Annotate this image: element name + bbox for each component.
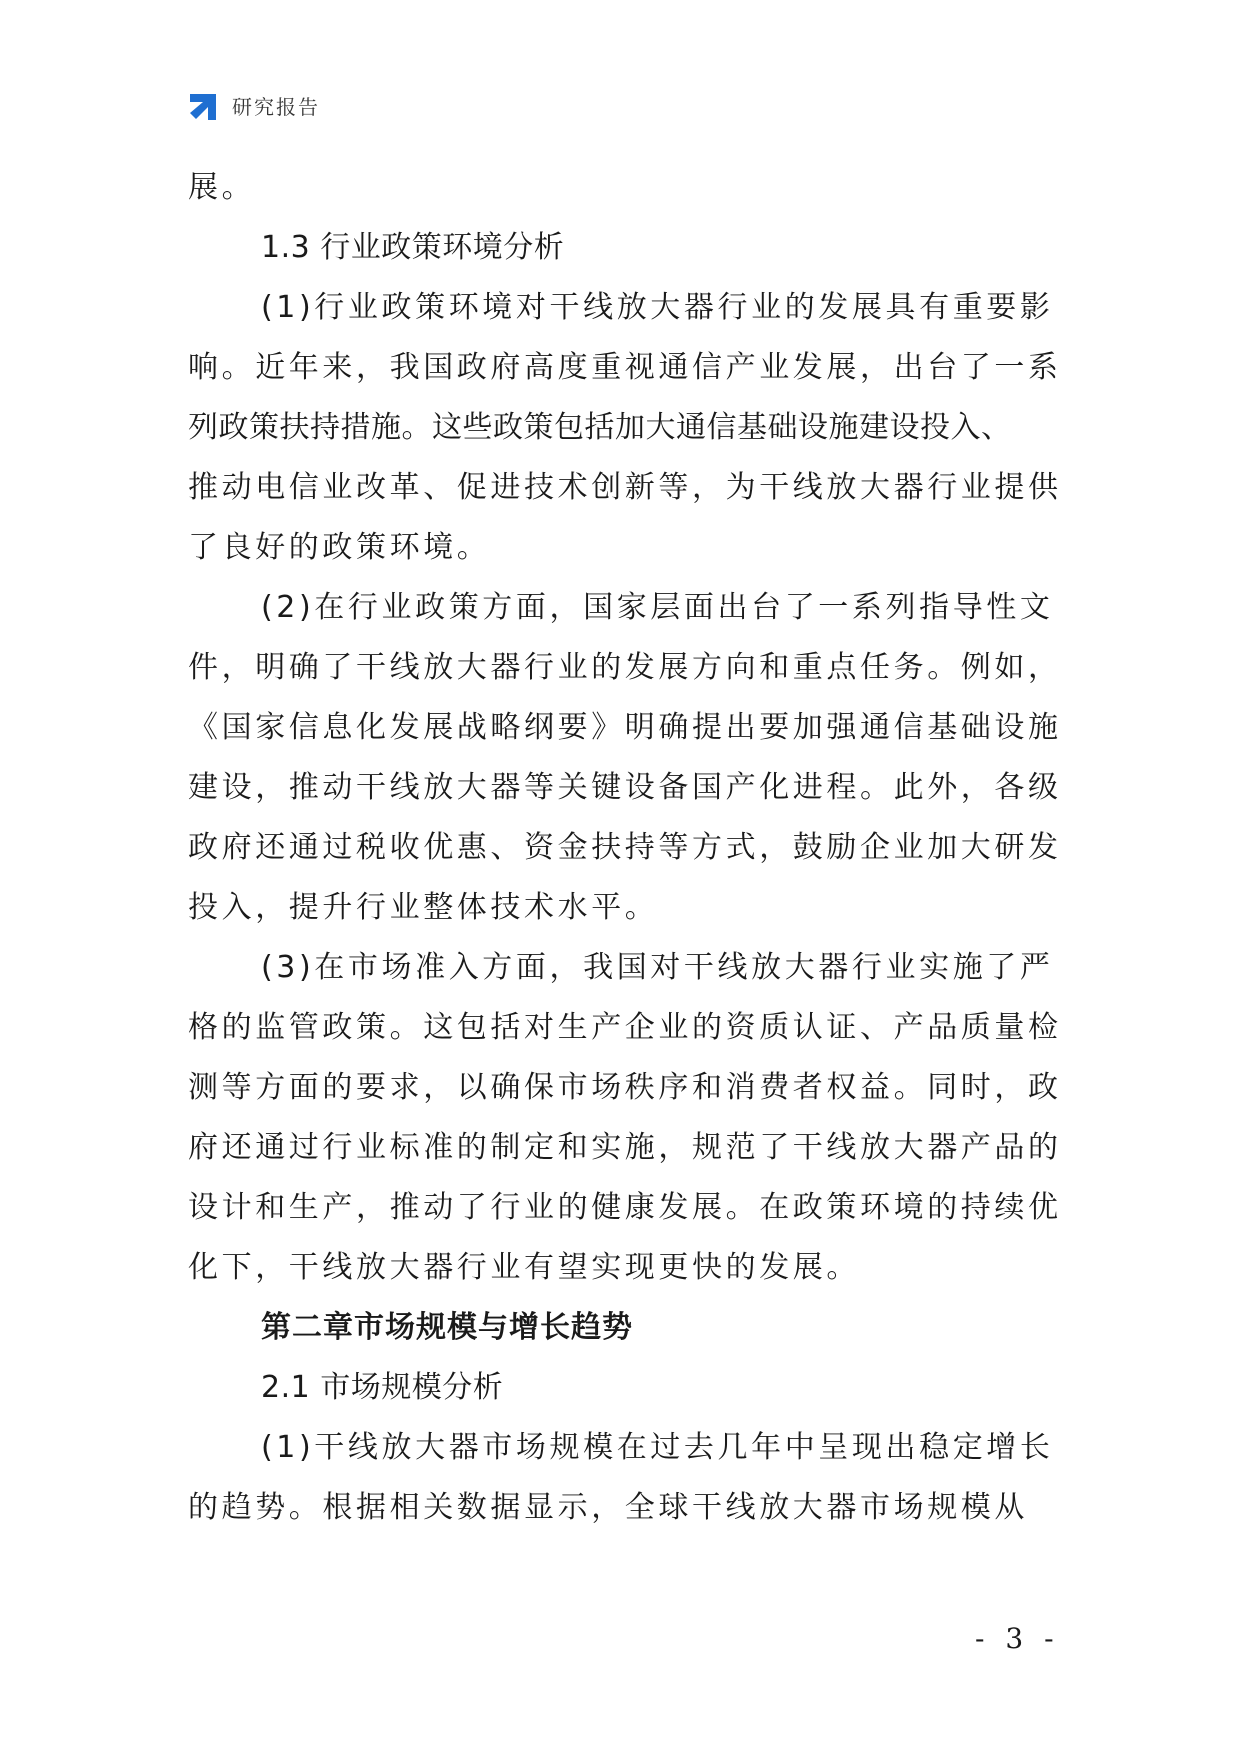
paragraph-line: 《国家信息化发展战略纲要》明确提出要加强通信基础设施 <box>188 710 1062 745</box>
page-number: - 3 - <box>975 1622 1060 1655</box>
paragraph-line: 投入，提升行业整体技术水平。 <box>188 890 659 925</box>
paragraph-line: 建设，推动干线放大器等关键设备国产化进程。此外，各级 <box>188 770 1062 805</box>
section-heading: 1.3 行业政策环境分析 <box>261 230 565 265</box>
report-header <box>188 88 320 122</box>
paragraph-line: 推动电信业改革、促进技术创新等，为干线放大器行业提供 <box>188 470 1062 505</box>
section-heading: 2.1 市场规模分析 <box>261 1370 504 1405</box>
paragraph-line: 了良好的政策环境。 <box>188 530 491 565</box>
paragraph-line: (1)干线放大器市场规模在过去几年中呈现出稳定增长 <box>261 1430 1054 1465</box>
paragraph-line: 化下，干线放大器行业有望实现更快的发展。 <box>188 1250 860 1285</box>
paragraph-line: (1)行业政策环境对干线放大器行业的发展具有重要影 <box>261 290 1054 325</box>
paragraph-line: 展。 <box>188 170 256 205</box>
paragraph-line: 府还通过行业标准的制定和实施，规范了干线放大器产品的 <box>188 1130 1062 1165</box>
paragraph-line: (3)在市场准入方面，我国对干线放大器行业实施了严 <box>261 950 1054 985</box>
paragraph-line: (2)在行业政策方面，国家层面出台了一系列指导性文 <box>261 590 1054 625</box>
paragraph-line: 件，明确了干线放大器行业的发展方向和重点任务。例如， <box>188 650 1062 685</box>
arrow-up-right-icon <box>188 88 222 122</box>
paragraph-line: 测等方面的要求，以确保市场秩序和消费者权益。同时，政 <box>188 1070 1062 1105</box>
report-label: 研究报告 <box>232 94 320 119</box>
document-body <box>188 158 1062 1538</box>
chapter-heading: 第二章市场规模与增长趋势 <box>261 1310 633 1345</box>
paragraph-line: 政府还通过税收优惠、资金扶持等方式，鼓励企业加大研发 <box>188 830 1062 865</box>
paragraph-line: 响。近年来，我国政府高度重视通信产业发展，出台了一系 <box>188 350 1062 385</box>
paragraph-line: 格的监管政策。这包括对生产企业的资质认证、产品质量检 <box>188 1010 1062 1045</box>
paragraph-line: 列政策扶持措施。这些政策包括加大通信基础设施建设投入、 <box>188 410 1012 445</box>
paragraph-line: 设计和生产，推动了行业的健康发展。在政策环境的持续优 <box>188 1190 1062 1225</box>
paragraph-line: 的趋势。根据相关数据显示，全球干线放大器市场规模从 <box>188 1490 1028 1525</box>
